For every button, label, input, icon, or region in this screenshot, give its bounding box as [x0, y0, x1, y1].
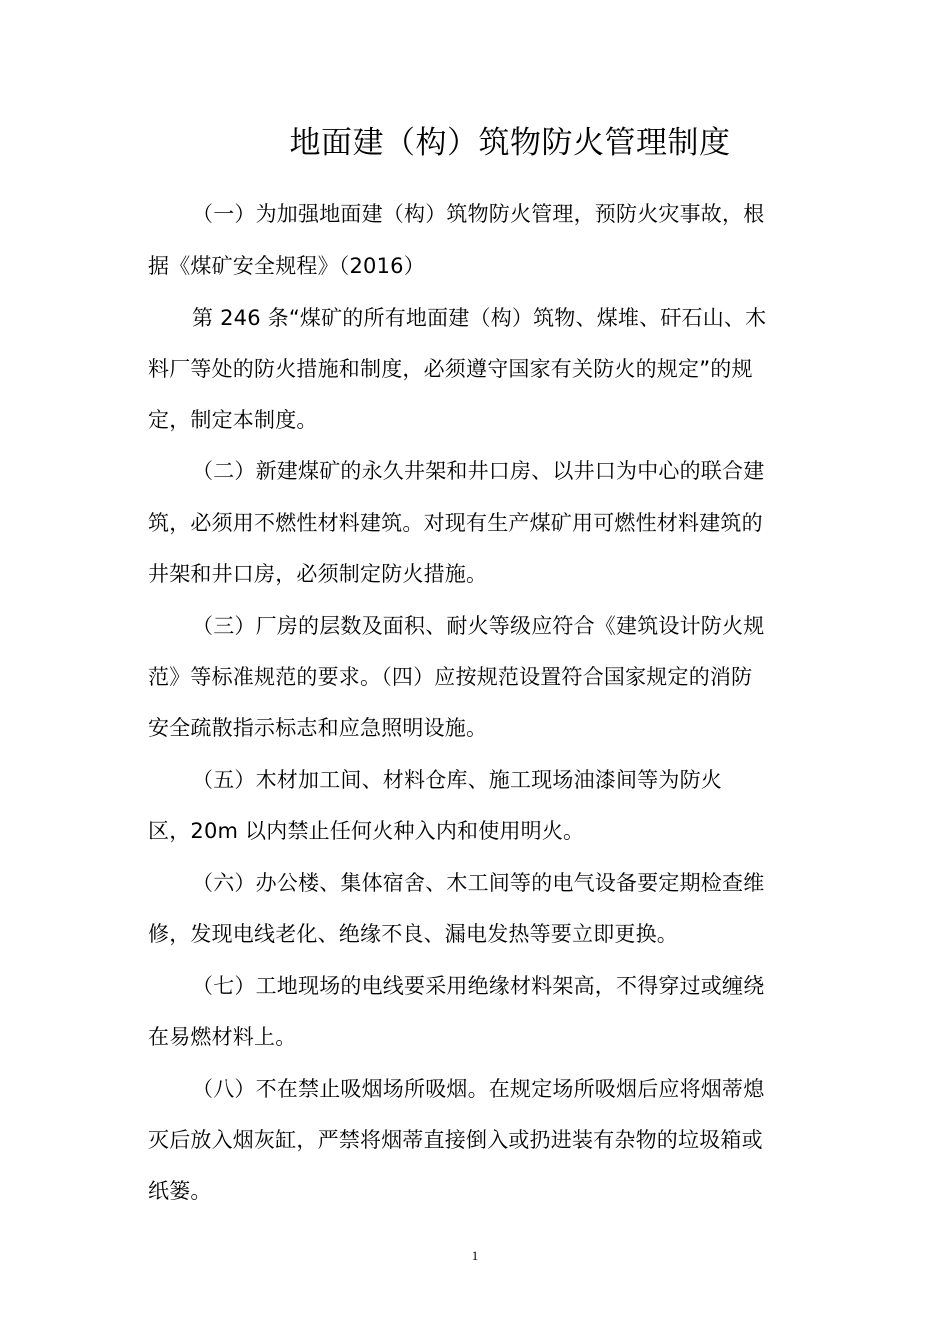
document-title: 地面建（构）筑物防火管理制度: [289, 125, 731, 161]
paragraph-2-line-3: 定，制定本制度。: [148, 408, 318, 432]
paragraph-4-line-3: 安全疏散指示标志和应急照明设施。: [148, 716, 488, 740]
paragraph-8-line-3: 纸篓。: [148, 1179, 212, 1203]
paragraph-3-line-3: 井架和井口房，必须制定防火措施。: [148, 562, 488, 586]
paragraph-2-line-2: 料厂等处的防火措施和制度，必须遵守国家有关防火的规定”的规: [148, 357, 753, 381]
paragraph-6-line-1: （六）办公楼、集体宿舍、木工间等的电气设备要定期检查维: [192, 871, 765, 895]
paragraph-5-line-1: （五）木材加工间、材料仓库、施工现场油漆间等为防火: [192, 768, 722, 792]
paragraph-3-line-1: （二）新建煤矿的永久井架和井口房、以井口为中心的联合建: [192, 459, 765, 483]
page-number: 1: [471, 1248, 479, 1263]
paragraph-7-line-1: （七）工地现场的电线要采用绝缘材料架高，不得穿过或缠绕: [192, 974, 765, 998]
paragraph-1-line-1: （一）为加强地面建（构）筑物防火管理，预防火灾事故，根: [192, 202, 765, 226]
paragraph-5-line-2: 区，20m 以内禁止任何火种入内和使用明火。: [148, 819, 585, 843]
paragraph-2-line-1: 第 246 条“煤矿的所有地面建（构）筑物、煤堆、矸石山、木: [192, 306, 767, 330]
paragraph-1-line-2: 据《煤矿安全规程》（2016）: [148, 254, 425, 278]
paragraph-8-line-1: （八）不在禁止吸烟场所吸烟。在规定场所吸烟后应将烟蒂熄: [192, 1077, 765, 1101]
paragraph-6-line-2: 修，发现电线老化、绝缘不良、漏电发热等要立即更换。: [148, 922, 678, 946]
paragraph-3-line-2: 筑，必须用不燃性材料建筑。对现有生产煤矿用可燃性材料建筑的: [148, 511, 763, 535]
paragraph-4-line-2: 范》等标准规范的要求。（四）应按规范设置符合国家规定的消防: [148, 665, 753, 689]
paragraph-8-line-2: 灭后放入烟灰缸，严禁将烟蒂直接倒入或扔进装有杂物的垃圾箱或: [148, 1128, 763, 1152]
paragraph-4-line-1: （三）厂房的层数及面积、耐火等级应符合《建筑设计防火规: [192, 614, 765, 638]
paragraph-7-line-2: 在易燃材料上。: [148, 1025, 297, 1049]
